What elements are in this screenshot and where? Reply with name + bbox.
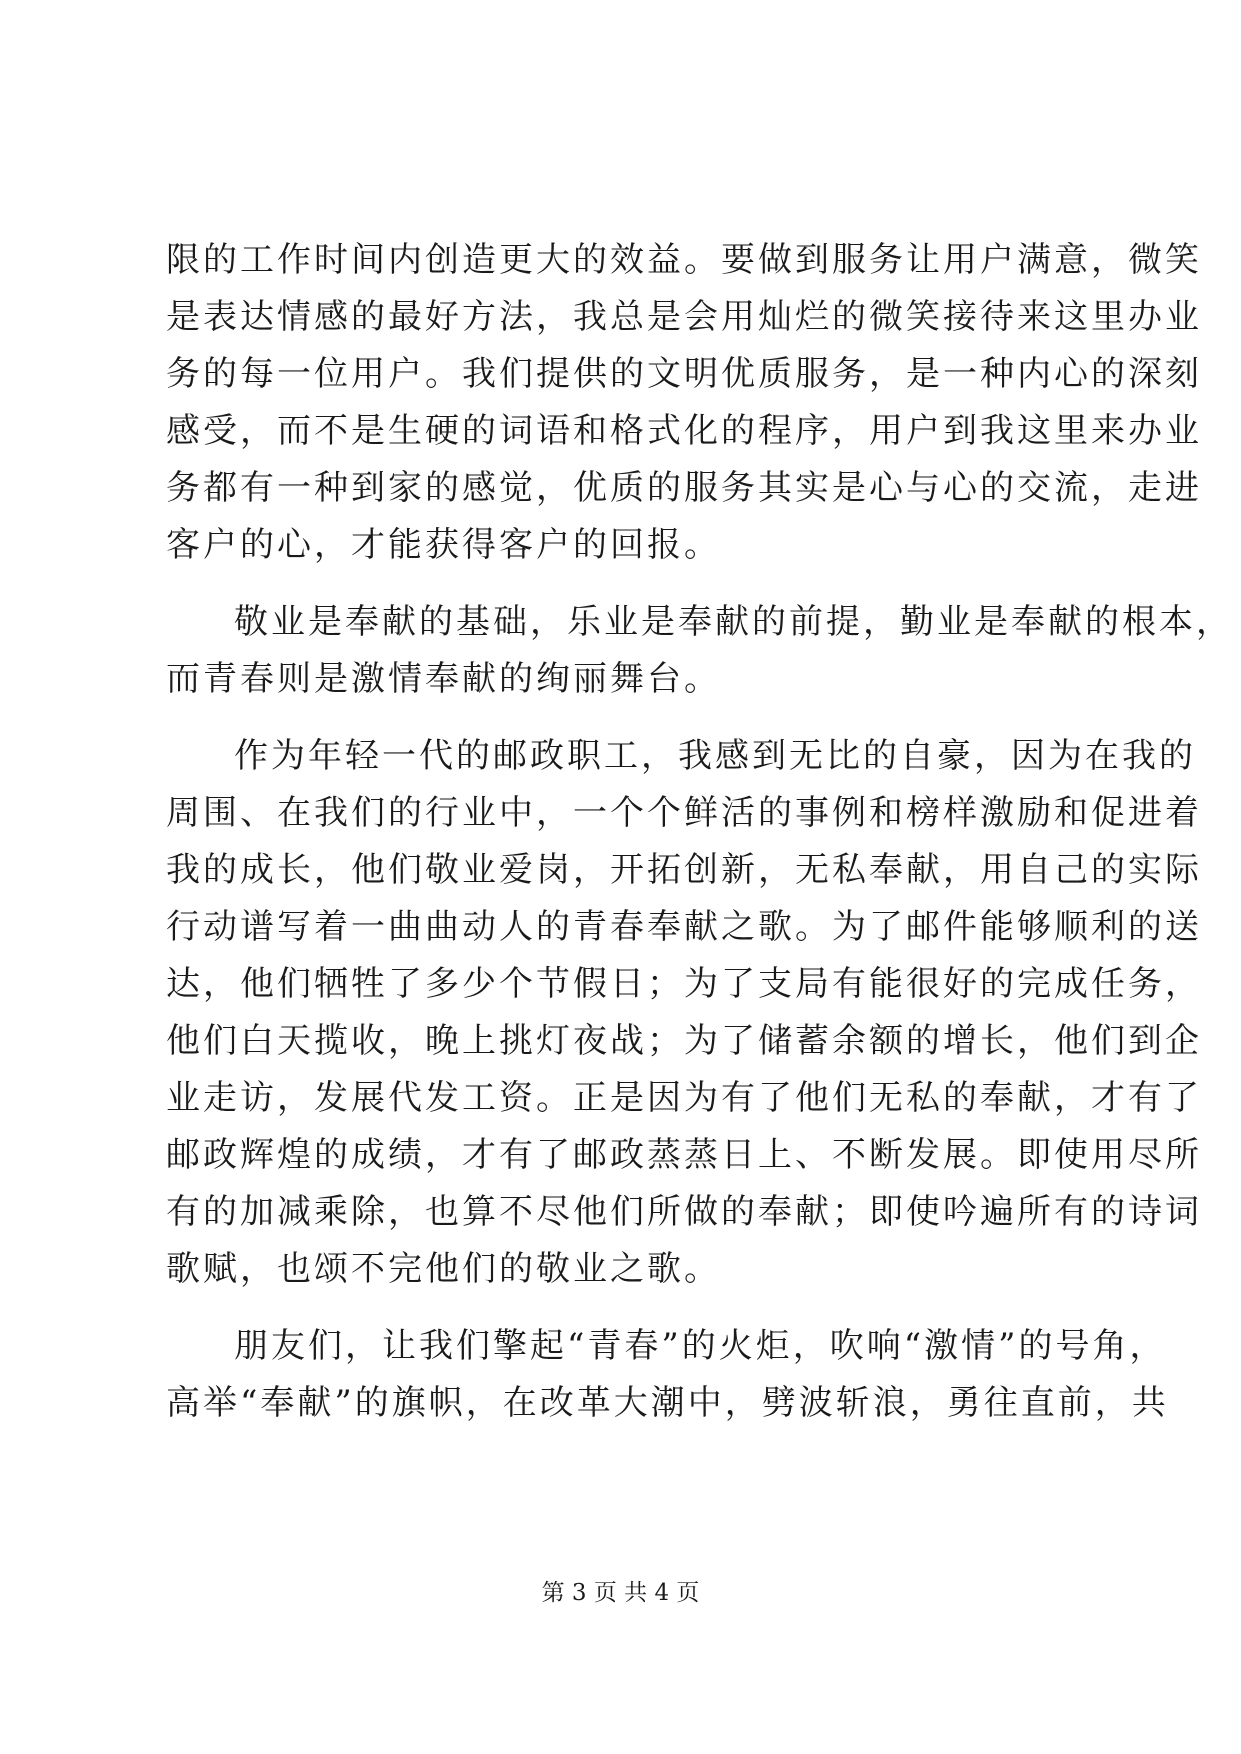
text-line: 他们白天揽收，晚上挑灯夜战；为了储蓄余额的增长，他们到企 xyxy=(166,1021,1202,1061)
text-line: 有的加减乘除，也算不尽他们所做的奉献；即使吟遍所有的诗词 xyxy=(166,1192,1202,1232)
text-line: 朋友们，让我们擎起“青春”的火炬，吹响“激情”的号角， xyxy=(234,1326,1167,1366)
text-line: 务的每一位用户。我们提供的文明优质服务，是一种内心的深刻 xyxy=(166,354,1202,394)
text-line: 行动谱写着一曲曲动人的青春奉献之歌。为了邮件能够顺利的送 xyxy=(166,907,1202,947)
text-line: 敬业是奉献的基础，乐业是奉献的前提，勤业是奉献的根本， xyxy=(234,602,1233,642)
text-line: 感受，而不是生硬的词语和格式化的程序，用户到我这里来办业 xyxy=(166,411,1202,451)
text-line: 务都有一种到家的感觉，优质的服务其实是心与心的交流，走进 xyxy=(166,468,1202,508)
text-line: 达，他们牺牲了多少个节假日；为了支局有能很好的完成任务， xyxy=(166,964,1202,1004)
page-number-footer: 第 3 页 共 4 页 xyxy=(541,1580,700,1606)
text-line: 客户的心，才能获得客户的回报。 xyxy=(166,525,721,565)
text-line: 邮政辉煌的成绩，才有了邮政蒸蒸日上、不断发展。即使用尽所 xyxy=(166,1135,1202,1175)
text-line: 业走访，发展代发工资。正是因为有了他们无私的奉献，才有了 xyxy=(166,1078,1202,1118)
paragraph-4 xyxy=(166,1318,1169,1432)
paragraph-2 xyxy=(166,594,1233,708)
text-line: 歌赋，也颂不完他们的敬业之歌。 xyxy=(166,1249,721,1289)
document-body xyxy=(166,232,1233,1432)
text-line: 高举“奉献”的旗帜，在改革大潮中，劈波斩浪，勇往直前，共 xyxy=(166,1383,1169,1423)
paragraph-1 xyxy=(166,232,1202,574)
text-line: 限的工作时间内创造更大的效益。要做到服务让用户满意，微笑 xyxy=(166,240,1202,280)
text-line: 我的成长，他们敬业爱岗，开拓创新，无私奉献，用自己的实际 xyxy=(166,850,1202,890)
paragraph-3 xyxy=(166,728,1202,1298)
text-line: 而青春则是激情奉献的绚丽舞台。 xyxy=(166,659,721,699)
text-line: 周围、在我们的行业中，一个个鲜活的事例和榜样激励和促进着 xyxy=(166,793,1202,833)
text-line: 作为年轻一代的邮政职工，我感到无比的自豪，因为在我的 xyxy=(234,736,1196,776)
text-line: 是表达情感的最好方法，我总是会用灿烂的微笑接待来这里办业 xyxy=(166,297,1202,337)
